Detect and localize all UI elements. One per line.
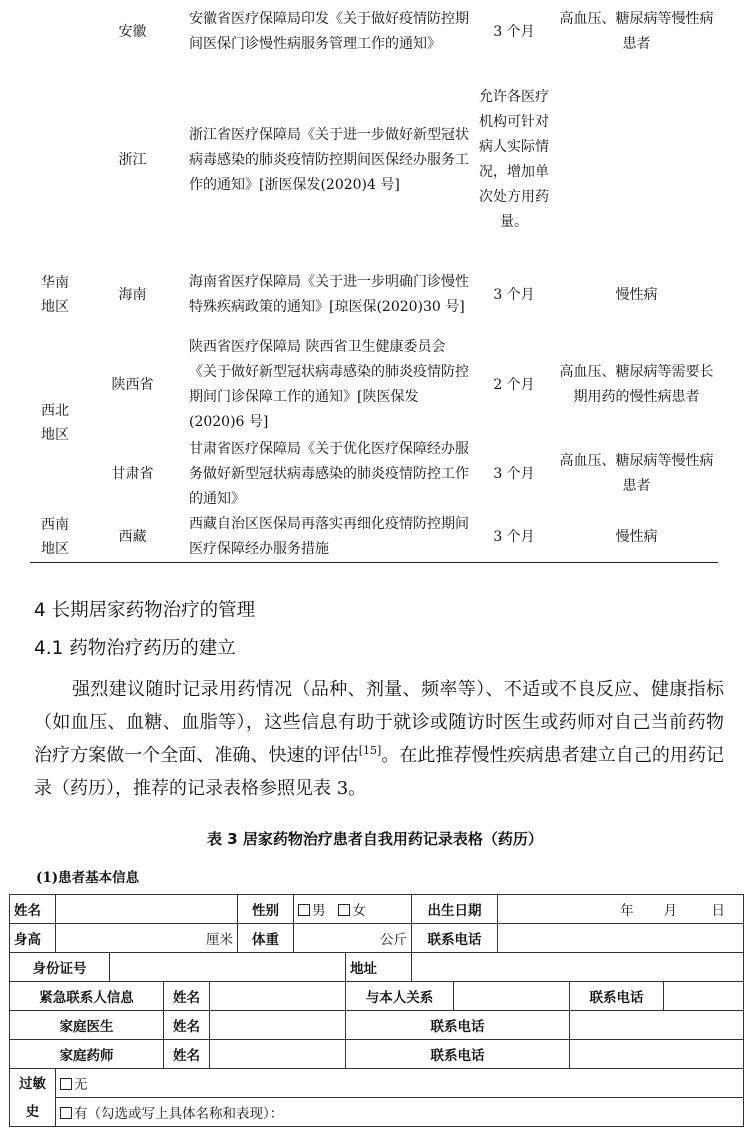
height-label: 身高 — [10, 924, 56, 953]
name-input[interactable] — [56, 895, 238, 924]
weight-input[interactable]: 公斤 — [294, 924, 412, 953]
province-cell: 陕西省 — [111, 376, 154, 393]
pharmacist-name-label: 姓名 — [164, 1040, 210, 1069]
province-cell: 西藏 — [80, 512, 185, 563]
emergency-phone-input[interactable] — [664, 982, 744, 1011]
table-row — [30, 512, 718, 563]
duration-cell: 3 个月 — [473, 512, 555, 563]
table-row — [10, 1069, 744, 1098]
table-row — [10, 982, 744, 1011]
emergency-phone-label: 联系电话 — [570, 982, 664, 1011]
document-cell: 安徽省医疗保障局印发《关于做好疫情防控期间医保门诊慢性病服务管理工作的通知》 — [189, 11, 469, 52]
allergy-yes-option[interactable]: 有（勾选或写上具体名称和表现）： — [56, 1098, 744, 1127]
document-cell: 甘肃省医疗保障局《关于优化医疗保障经办服务做好新型冠状病毒感染的肺炎疫情防控工作的通知》 — [189, 440, 469, 507]
phone-input[interactable] — [498, 924, 744, 953]
table-row — [10, 1098, 744, 1127]
duration-cell: 3 个月 — [493, 465, 535, 482]
duration-cell: 允许各医疗机构可针对病人实际情况，增加单次处方用药量。 — [479, 89, 549, 230]
emergency-name-label: 姓名 — [164, 982, 210, 1011]
table-row — [10, 1040, 744, 1069]
province-cell: 甘肃省 — [111, 465, 154, 482]
relation-label: 与本人关系 — [346, 982, 454, 1011]
subsection-heading: 4.1 药物治疗药历的建立 — [34, 638, 236, 659]
allergy-none-checkbox[interactable] — [60, 1078, 72, 1090]
pharmacist-name-input[interactable] — [210, 1040, 346, 1069]
table-row — [10, 953, 744, 982]
citation: [15] — [358, 744, 382, 757]
document-cell: 陕西省医疗保障局 陕西省卫生健康委员会《关于做好新型冠状病毒感染的肺炎疫情防控期间门诊保障工作的通知》[陕医保发(2020)6 号] — [189, 339, 469, 430]
doctor-name-input[interactable] — [210, 1011, 346, 1040]
region-cell: 华南 地区 — [41, 275, 69, 315]
table-subtitle: (1)患者基本信息 — [36, 870, 140, 886]
document-cell: 西藏自治区医保局再落实再细化疫情防控期间医疗保障经办服务措施 — [185, 512, 473, 563]
birth-date-label: 出生日期 — [412, 895, 498, 924]
male-checkbox[interactable]: 男 — [298, 903, 326, 919]
relation-input[interactable] — [454, 982, 570, 1011]
id-number-label: 身份证号 — [10, 953, 110, 982]
gender-label: 性别 — [238, 895, 294, 924]
allergy-none-option[interactable]: 无 — [56, 1069, 744, 1098]
weight-label: 体重 — [238, 924, 294, 953]
region-cell — [30, 64, 80, 256]
document-cell: 海南省医疗保障局《关于进一步明确门诊慢性特殊疾病政策的通知》[琼医保(2020)30 号] — [189, 274, 469, 315]
table-row — [10, 924, 744, 953]
phone-label: 联系电话 — [412, 924, 498, 953]
table-row — [30, 64, 718, 256]
pharmacist-phone-input[interactable] — [570, 1040, 744, 1069]
policy-table — [30, 0, 718, 563]
table-row — [10, 1011, 744, 1040]
gender-options — [294, 895, 412, 924]
table-row — [30, 256, 718, 334]
family-doctor-label: 家庭医生 — [10, 1011, 164, 1040]
province-cell: 浙江 — [118, 151, 147, 168]
allergy-yes-checkbox[interactable] — [60, 1107, 72, 1119]
target-cell: 慢性病 — [555, 512, 718, 563]
region-cell: 西南 地区 — [30, 512, 80, 563]
target-cell: 慢性病 — [615, 286, 658, 303]
section-heading: 4 长期居家药物治疗的管理 — [34, 600, 256, 621]
emergency-name-input[interactable] — [210, 982, 346, 1011]
body-paragraph: 强烈建议随时记录用药情况（品种、剂量、频率等）、不适或不良反应、健康指标（如血压、血糖、血脂等），这些信息有助于就诊或随访时医生或药师对自己当前药物治疗方案做一个全面、准确、快速的评估[15]。在此推荐慢性疾病患者建立自己的用药记录（药历），推荐的记录表格参照见表 3。 — [34, 679, 725, 799]
table-row — [30, 436, 718, 512]
duration-cell: 3 个月 — [493, 286, 535, 303]
table-row — [10, 895, 744, 924]
region-cell: 西北 地区 — [41, 403, 69, 443]
female-checkbox[interactable]: 女 — [338, 903, 366, 919]
table-row — [30, 334, 718, 436]
table-row — [30, 0, 718, 64]
pharmacist-phone-label: 联系电话 — [346, 1040, 570, 1069]
target-cell: 高血压、糖尿病等慢性病患者 — [559, 453, 714, 494]
address-label: 地址 — [346, 953, 412, 982]
allergy-label: 过敏 史 — [10, 1069, 56, 1127]
family-pharmacist-label: 家庭药师 — [10, 1040, 164, 1069]
table-caption: 表 3 居家药物治疗患者自我用药记录表格（药历） — [207, 830, 543, 848]
province-cell: 安徽 — [118, 23, 147, 40]
emergency-contact-label: 紧急联系人信息 — [10, 982, 164, 1011]
height-input[interactable]: 厘米 — [56, 924, 238, 953]
target-cell: 高血压、糖尿病等需要长期用药的慢性病患者 — [559, 364, 714, 405]
target-cell: 高血压、糖尿病等慢性病患者 — [559, 11, 714, 52]
doctor-phone-label: 联系电话 — [346, 1011, 570, 1040]
id-number-input[interactable] — [110, 953, 346, 982]
address-input[interactable] — [412, 953, 744, 982]
document-cell: 浙江省医疗保障局《关于进一步做好新型冠状病毒感染的肺炎疫情防控期间医保经办服务工作的通知》[浙医保发(2020)4 号] — [189, 126, 469, 193]
doctor-name-label: 姓名 — [164, 1011, 210, 1040]
province-cell: 海南 — [118, 286, 147, 303]
birth-date-input[interactable]: 年 月 日 — [498, 895, 744, 924]
target-cell — [555, 64, 718, 256]
duration-cell: 2 个月 — [493, 376, 535, 393]
name-label: 姓名 — [10, 895, 56, 924]
patient-info-form — [9, 894, 744, 1127]
doctor-phone-input[interactable] — [570, 1011, 744, 1040]
region-cell — [30, 0, 80, 64]
duration-cell: 3 个月 — [493, 23, 535, 40]
